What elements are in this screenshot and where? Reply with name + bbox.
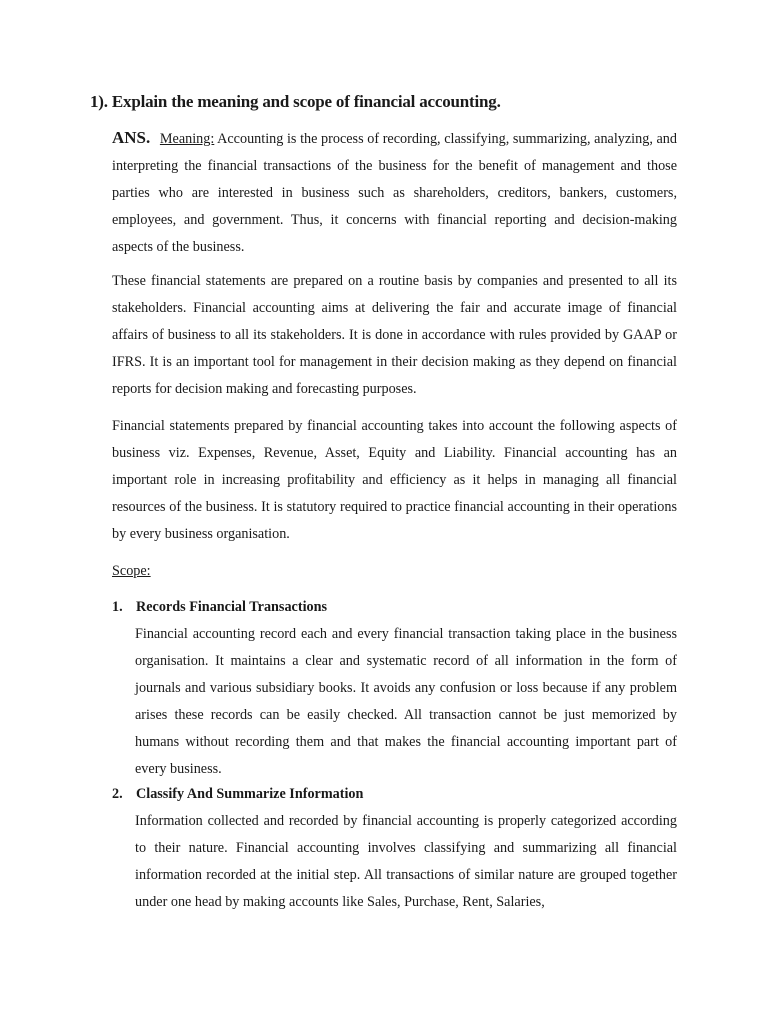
- meaning-label: Meaning:: [159, 131, 215, 147]
- question-number: 1).: [90, 92, 108, 111]
- answer-paragraph-3: Financial statements prepared by financial accounting takes into account the following aspects of business viz. Expenses, Revenue, Asset, Equity and Liability. Financial accounting has an important role in increasing profitability and efficiency as it helps in managing all financial resources of the business. It is statutory required to practice financial accounting in their operations by every business organisation.: [112, 418, 677, 542]
- scope-item-body: Financial accounting record each and every financial transaction taking place in the business organisation. It maintains a clear and systematic record of all information in the form of journals and various subsidiary books. It avoids any confusion or loss because if any problem arises these records can be easily checked. All transaction cannot be just memorized by humans without recording them and that makes the financial accounting important part of every business.: [135, 626, 677, 777]
- scope-item-body: Information collected and recorded by financial accounting is properly categorized according to their nature. Financial accounting involves classifying and summarizing all financial information recorded at the initial step. All transactions of similar nature are grouped together under one head by making accounts like Sales, Purchase, Rent, Salaries,: [135, 813, 677, 910]
- question-text: Explain the meaning and scope of financial accounting.: [111, 92, 501, 111]
- scope-item-title-text: Records Financial Transactions: [136, 599, 328, 615]
- scope-item-number: 1.: [112, 599, 123, 615]
- scope-label: Scope:: [112, 563, 151, 579]
- question-heading: [90, 92, 690, 112]
- meaning-text: Accounting is the process of recording, classifying, summarizing, analyzing, and interpreting the financial transactions of the business for the benefit of management and those parties who are interested in business such as shareholders, creditors, bankers, customers, employees, and government. Thus, it concerns with financial reporting and decision-making aspects of the business.: [112, 131, 677, 255]
- scope-item-number: 2.: [112, 786, 123, 802]
- answer-paragraph-2: These financial statements are prepared on a routine basis by companies and presented to all its stakeholders. Financial accounting aims at delivering the fair and accurate image of financial affairs of business to all its stakeholders. It is done in accordance with rules provided by GAAP or IFRS. It is an important tool for management in their decision making as they depend on financial reports for decision making and forecasting purposes.: [112, 273, 677, 397]
- scope-item-title: [112, 781, 363, 808]
- scope-item-title: [112, 594, 327, 621]
- scope-item-title-text: Classify And Summarize Information: [136, 786, 364, 802]
- answer-label: ANS.: [112, 128, 151, 147]
- answer-meaning-paragraph: [112, 124, 677, 261]
